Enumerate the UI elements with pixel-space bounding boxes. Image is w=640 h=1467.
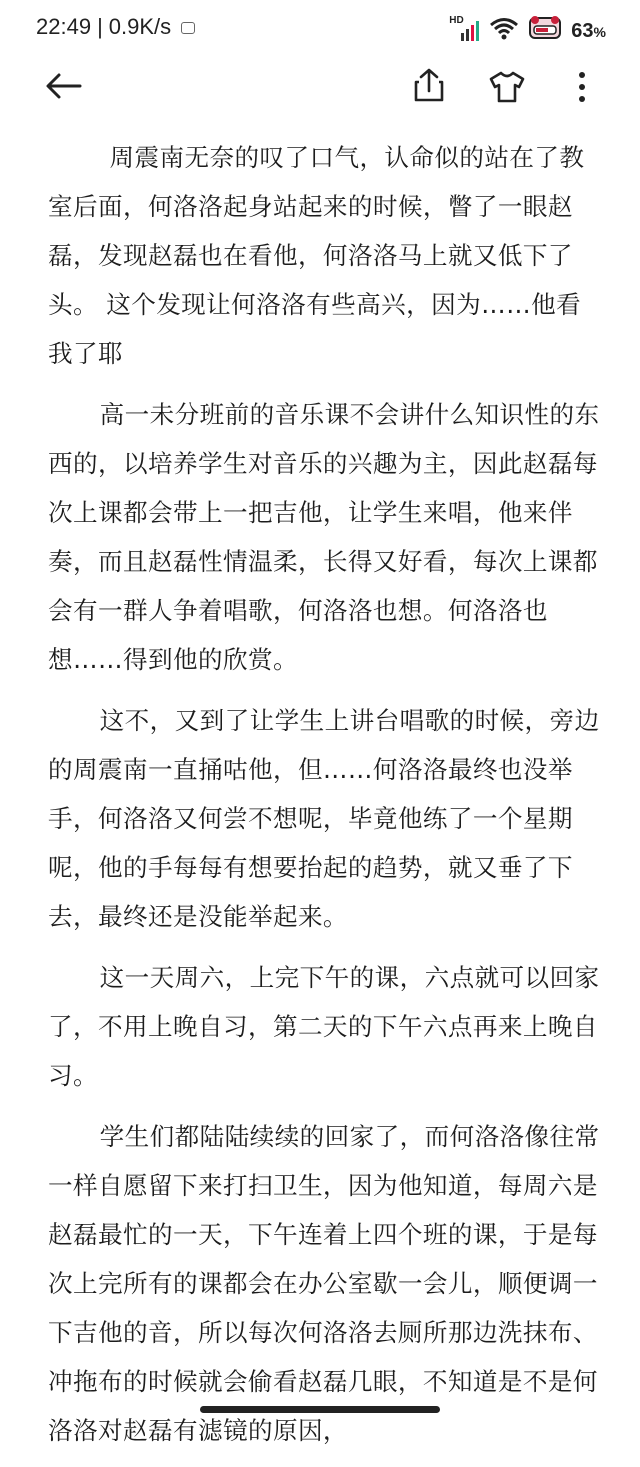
status-left xyxy=(36,14,195,40)
share-button[interactable] xyxy=(406,62,452,108)
status-bar xyxy=(0,0,640,62)
battery-icon xyxy=(527,14,563,48)
reader-toolbar xyxy=(0,62,640,110)
hd-label: HD xyxy=(449,15,464,26)
theme-button[interactable] xyxy=(484,64,530,110)
arrow-left-icon xyxy=(44,70,84,102)
article-paragraph: 高一未分班前的音乐课不会讲什么知识性的东西的，以培养学生对音乐的兴趣为主，因此赵磊每次上课都会带上一把吉他，让学生来唱，他来伴奏，而且赵磊性情温柔，长得又好看，每次上课都会有一群人争着唱歌，何洛洛也想。何洛洛也想……得到他的欣赏。 xyxy=(48,400,600,674)
clock: 22:49 xyxy=(36,14,92,39)
wifi-icon xyxy=(489,16,519,46)
share-icon xyxy=(413,67,445,103)
tshirt-icon xyxy=(488,69,526,105)
home-indicator[interactable] xyxy=(200,1406,440,1413)
battery-unit: % xyxy=(593,23,606,40)
battery-level xyxy=(571,20,606,43)
article-paragraph: 这一天周六，上完下午的课，六点就可以回家了，不用上晚自习，第二天的下午六点再来上晚自习。 xyxy=(48,963,600,1090)
app-notification-icon xyxy=(181,22,195,34)
article-paragraph: 学生们都陆陆续续的回家了，而何洛洛像往常一样自愿留下来打扫卫生，因为他知道，每周六是赵磊最忙的一天，下午连着上四个班的课，于是每次上完所有的课都会在办公室歇一会儿，顺便调一下吉他的音，所以每次何洛洛去厕所那边洗抹布、冲拖布的时候就会偷看赵磊几眼，不知道是不是何洛洛对赵磊有滤镜的原因， xyxy=(48,1122,600,1445)
article-paragraph: 周震南无奈的叹了口气，认命似的站在了教室后面，何洛洛起身站起来的时候，瞥了一眼赵磊，发现赵磊也在看他，何洛洛马上就又低下了头。 这个发现让何洛洛有些高兴，因为……他看我了耶 xyxy=(48,143,585,368)
status-right xyxy=(449,14,606,48)
article-body xyxy=(48,133,600,1467)
network-speed: 0.9K/s xyxy=(108,14,172,39)
battery-percent: 63 xyxy=(571,19,594,42)
more-button[interactable] xyxy=(562,64,602,110)
signal-icon xyxy=(449,15,481,43)
back-button[interactable] xyxy=(40,66,88,106)
more-vertical-icon xyxy=(577,71,587,103)
article-paragraph: 这不，又到了让学生上讲台唱歌的时候，旁边的周震南一直捅咕他，但……何洛洛最终也没举手，何洛洛又何尝不想呢，毕竟他练了一个星期呢，他的手每每有想要抬起的趋势，就又垂了下去，最终还是没能举起来。 xyxy=(48,706,600,931)
status-separator: | xyxy=(97,14,103,39)
